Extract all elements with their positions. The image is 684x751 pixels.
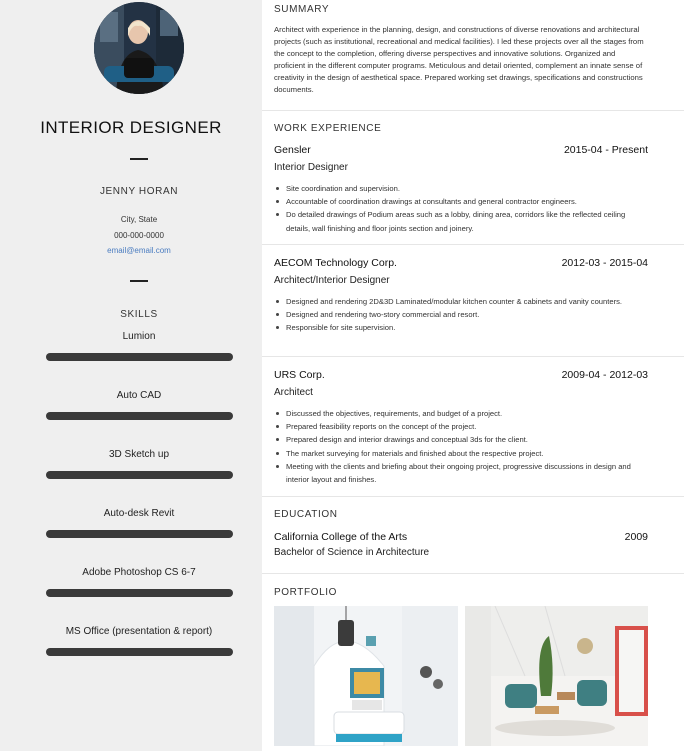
portfolio-photo [465, 606, 648, 746]
skills-heading: SKILLS [120, 309, 158, 320]
education-entry [274, 531, 648, 558]
skill-label: Auto-desk Revit [103, 508, 175, 519]
divider-dash [130, 280, 148, 282]
job-role: Architect [274, 387, 313, 398]
portfolio-heading: PORTFOLIO [274, 587, 338, 598]
list-item: Do detailed drawings of Podium areas such as a lobby, dining area, corridors like the reflected ceiling details, wall finishing and floor joints section and joinery. [286, 208, 648, 234]
phone: 000-000-0000 [114, 231, 164, 240]
summary-heading: SUMMARY [274, 4, 330, 15]
list-item: Site coordination and supervision. [286, 182, 648, 195]
list-item: Designed and rendering 2D&3D Laminated/modular kitchen counter & cabinets and vanity counters. [286, 295, 648, 308]
skill-label: Auto CAD [116, 390, 162, 401]
job-role: Architect/Interior Designer [274, 275, 390, 286]
experience-heading: WORK EXPERIENCE [274, 123, 382, 134]
skill-bar [46, 530, 233, 538]
portfolio-photo [274, 606, 458, 746]
school-name: California College of the Arts [274, 531, 408, 543]
company-name: AECOM Technology Corp. [274, 257, 397, 269]
job-bullets [274, 407, 648, 486]
skill-bar [46, 353, 233, 361]
job-role: Interior Designer [274, 162, 348, 173]
section-divider [262, 110, 684, 111]
list-item: Meeting with the clients and briefing about their ongoing project, progressive discussions in design and interior layout and finishes. [286, 460, 648, 486]
section-divider [262, 356, 684, 357]
section-divider [262, 496, 684, 497]
company-name: URS Corp. [274, 369, 325, 381]
list-item: Prepared design and interior drawings and conceptual 3ds for the client. [286, 433, 648, 446]
list-item: Discussed the objectives, requirements, and budget of a project. [286, 407, 648, 420]
section-divider [262, 573, 684, 574]
skill-bar-fill [46, 589, 233, 597]
job-entry [274, 144, 648, 235]
skill-bar [46, 471, 233, 479]
job-entry [274, 369, 648, 486]
sidebar [0, 0, 262, 751]
skill-label: MS Office (presentation & report) [65, 626, 213, 637]
graduation-year: 2009 [624, 531, 648, 543]
summary-text: Architect with experience in the planning, design, and constructions of diverse renovations and architectural projects (such as institutional, recreational and medical facilities). I led these projects over all the stages from the concept to the completion, offering diverse perspectives and innovative solutions. Organized and proficient in the different computer programs. Meticulous and detail oriented, complement an innate sense of creativity in the design of aesthetical space. Prepared working set drawings, specifications and constructions documents. [274, 25, 644, 94]
email-link[interactable]: email@email.com [107, 246, 171, 255]
section-divider [262, 244, 684, 245]
job-bullets [274, 182, 648, 235]
candidate-name: JENNY HORAN [99, 186, 179, 197]
portfolio-image-1[interactable] [274, 606, 458, 746]
avatar [94, 2, 184, 94]
skill-label: Lumion [122, 331, 156, 342]
skill-bar [46, 412, 233, 420]
list-item: The market surveying for materials and finished about the respective project. [286, 447, 648, 460]
job-dates: 2009-04 - 2012-03 [561, 369, 648, 381]
list-item: Prepared feasibility reports on the concept of the project. [286, 420, 648, 433]
skill-bar [46, 648, 233, 656]
education-heading: EDUCATION [274, 509, 338, 520]
job-dates: 2012-03 - 2015-04 [561, 257, 648, 269]
skill-bar-fill [46, 412, 233, 420]
skill-bar-fill [46, 530, 233, 538]
job-bullets [274, 295, 648, 335]
job-title: INTERIOR DESIGNER [40, 118, 222, 137]
list-item: Designed and rendering two-story commercial and resort. [286, 308, 648, 321]
job-dates: 2015-04 - Present [563, 144, 648, 156]
skill-bar-fill [46, 648, 233, 656]
skill-bar-fill [46, 471, 233, 479]
portfolio-image-2[interactable] [465, 606, 648, 746]
skill-bar-fill [46, 353, 233, 361]
degree: Bachelor of Science in Architecture [274, 547, 430, 558]
divider-dash [130, 158, 148, 160]
skill-label: Adobe Photoshop CS 6-7 [82, 567, 196, 578]
company-name: Gensler [274, 144, 311, 156]
profile-photo [94, 2, 184, 94]
list-item: Accountable of coordination drawings at consultants and general contractor engineers. [286, 195, 648, 208]
skill-bar [46, 589, 233, 597]
list-item: Responsible for site supervision. [286, 321, 648, 334]
skill-label: 3D Sketch up [108, 449, 170, 460]
location: City, State [120, 215, 158, 224]
job-entry [274, 257, 648, 335]
